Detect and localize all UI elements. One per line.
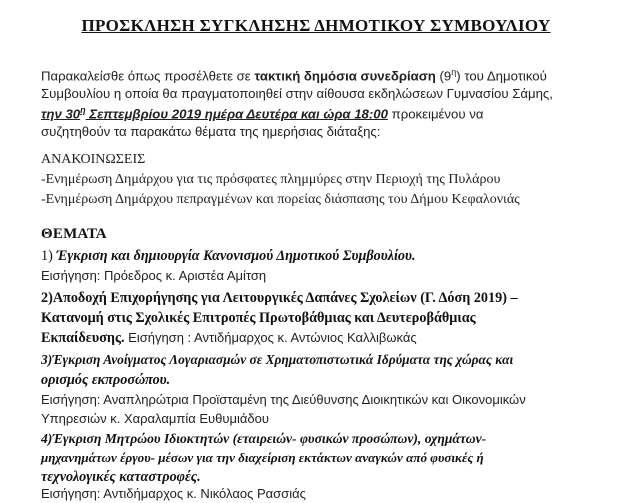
meeting-date-b: Σεπτεμβρίου 2019 ημέρα Δευτέρα και ώρα 18:00	[85, 106, 388, 122]
topic-1-number: 1)	[41, 248, 57, 264]
document-title: ΠΡΟΣΚΛΗΣΗ ΣΥΓΚΛΗΣΗΣ ΔΗΜΟΤΙΚΟΥ ΣΥΜΒΟΥΛΙΟΥ	[81, 16, 551, 35]
topic-2-line-1: 2)Αποδοχή Επιχορήγησης για Λειτουργικές Δαπάνες Σχολείων (Γ. Δόση 2019) –	[41, 290, 518, 306]
intro-line-2: Συμβουλίου η οποία θα πραγματοποιηθεί στην αίθουσα εκδηλώσεων Γυμνασίου Σάμης,	[41, 86, 553, 101]
announcements-heading: ΑΝΑΚΟΙΝΩΣΕΙΣ	[41, 152, 146, 167]
intro-line-4: συζητηθούν τα παρακάτω θέματα της ημερήσιας διάταξης:	[41, 124, 381, 139]
topic-1-title	[41, 248, 416, 265]
intro-text: Παρακαλείσθε όπως προσέλθετε σε	[41, 68, 255, 84]
topic-1-rapporteur: Εισήγηση: Πρόεδρος κ. Αριστέα Αμίτση	[41, 268, 267, 283]
topic-4-line-3: τεχνολογικές καταστροφές.	[41, 469, 201, 485]
topic-3-rapporteur-2: Υπηρεσιών κ. Χαραλαμπία Ευθυμιάδου	[41, 411, 269, 426]
topic-4-line-2: μηχανημάτων έργου- μέσων για την διαχείριση εκτάκτων αναγκών από φυσικές ή	[41, 450, 484, 465]
topics-heading: ΘΕΜΑΤΑ	[41, 226, 107, 242]
meeting-type: τακτική δημόσια συνεδρίαση	[254, 68, 436, 84]
meeting-number-sup: η	[451, 67, 457, 77]
announcement-item-1: -Ενημέρωση Δημάρχου για τις πρόσφατες πλημμύρες στην Περιοχή της Πυλάρου	[41, 172, 501, 187]
intro-text-end: ) του Δημοτικού	[456, 68, 547, 84]
topic-3-line-1: 3)Έγκριση Ανοίγματος Λογαριασμών σε Χρηματοπιστωτικά Ιδρύματα της χώρας και	[41, 352, 514, 367]
topic-4-rapporteur: Εισήγηση: Αντιδήμαρχος κ. Νικόλαος Ρασσιάς	[41, 486, 306, 501]
topic-2-line-2: Κατανομή στις Σχολικές Επιτροπές Πρωτοβάθμιας και Δευτεροβάθμιας	[41, 310, 476, 326]
meeting-date-sup: η	[80, 105, 86, 115]
topic-2-line-3	[41, 330, 417, 347]
intro-line-3-end: προκειμένου να	[387, 106, 484, 122]
topic-3-line-2: ορισμός εκπροσώπου.	[41, 372, 171, 388]
intro-line-3	[41, 105, 483, 121]
meeting-date-a: την 30	[41, 106, 81, 122]
intro-line-1	[41, 67, 547, 83]
topic-2-rapporteur: Εισήγηση : Αντιδήμαρχος κ. Αντώνιος Καλλιβωκάς	[124, 330, 417, 345]
topic-1-text: Έγκριση και δημιουργία Κανονισμού Δημοτικού Συμβουλίου.	[56, 248, 416, 264]
announcement-item-2: -Ενημέρωση Δημάρχου πεπραγμένων και πορείας διάσπασης του Δήμου Κεφαλονιάς	[41, 192, 520, 207]
topic-3-rapporteur-1: Εισήγηση: Αναπληρώτρια Προϊσταμένη της Διεύθυνσης Διοικητικών και Οικονομικών	[41, 392, 526, 407]
meeting-number-open: (9	[435, 68, 452, 84]
topic-4-line-1: 4)Έγκριση Μητρώου Ιδιοκτητών (εταιρειών- φυσικών προσώπων), οχημάτων-	[41, 431, 487, 446]
topic-2-end: Εκπαίδευσης.	[41, 330, 125, 346]
